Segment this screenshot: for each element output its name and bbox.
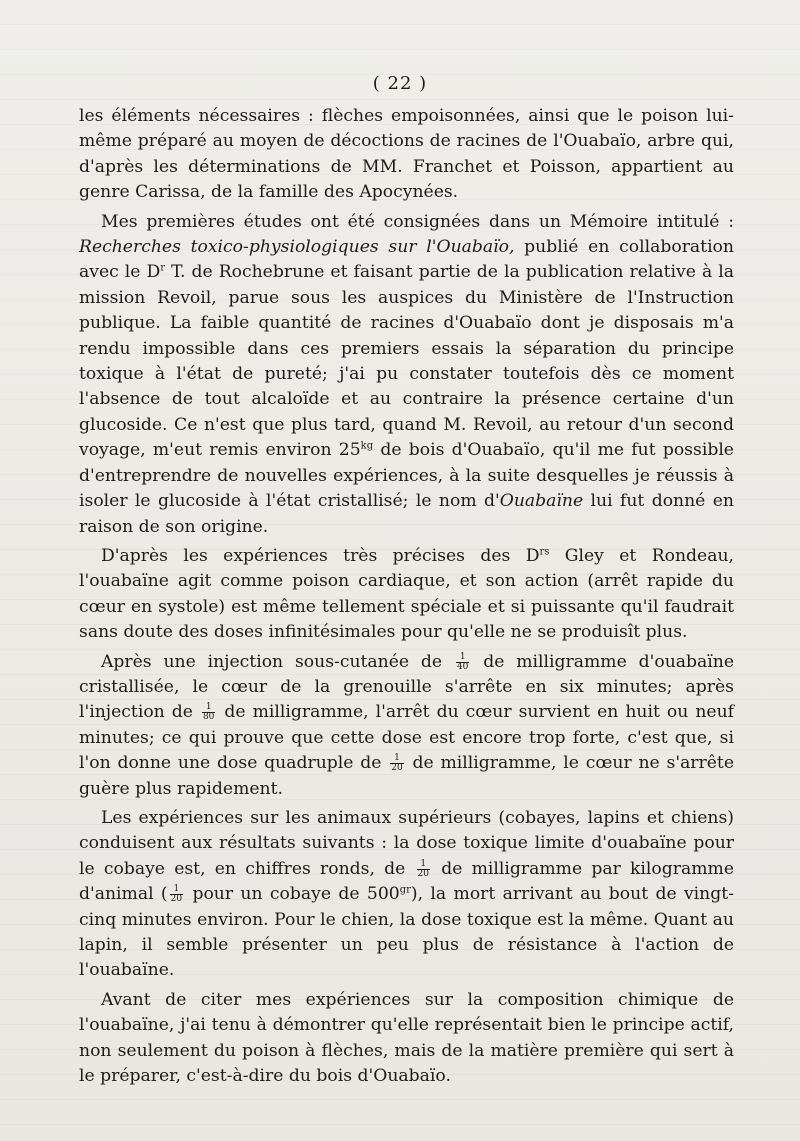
p2-sup-kg: kg (360, 440, 374, 452)
p4-text-a: Après une injection sous-cutanée de (101, 651, 454, 672)
fraction-numerator: 1 (417, 860, 430, 870)
fraction-denominator: 20 (417, 868, 429, 879)
paragraph-1-text: les éléments nécessaires : flèches empoisonnées, ainsi que le poison lui-même préparé au moyen de décoctions de racines de l'Ouabaïo, arbre qui, d'après les déterminations de MM. Franchet et Poisson, appartient au genre Carissa, de la famille des Apocynées. (79, 106, 734, 203)
p3-text-a: D'après les expériences très précises des D (101, 545, 540, 566)
p3-text-b: Gley et Rondeau, l'ouabaïne agit comme poison cardiaque, et son action (arrêt rapide du cœur en systole) est même tellement spéciale et si puissante qu'il faudrait sans doute des doses infinitésimales pour qu'elle ne se produisît plus. (79, 545, 735, 643)
fraction-numerator: 1 (456, 653, 469, 663)
p5-text-c: pour un cobaye de 500 (185, 884, 400, 905)
paragraph-5 (79, 806, 734, 984)
p2-text-e: lui fut donné en raison de son origine. (79, 491, 734, 537)
paragraph-1 (79, 104, 734, 206)
body-text (79, 104, 734, 1093)
fraction-numerator: 1 (390, 754, 403, 764)
fraction-one-twentieth (417, 860, 430, 879)
paragraph-4 (79, 650, 734, 802)
p4-text-b: de milligramme d'ouabaïne cristallisée, le cœur de la grenouille s'arrête en six minutes; après l'injection de (79, 651, 734, 723)
fraction-numerator: 1 (202, 703, 215, 713)
memoir-title: Recherches toxico-physiologiques sur l'Ouabaïo, (79, 237, 515, 258)
paragraph-6-text: Avant de citer mes expériences sur la composition chimique de l'ouabaïne, j'ai tenu à démontrer qu'elle représentait bien le principe actif, non seulement du poison à flèches, mais de la matière première qui sert à le préparer, c'est-à-dire du bois d'Ouabaïo. (79, 989, 734, 1087)
p5-sup-grams: gr (399, 884, 411, 896)
fraction-one-eightieth (202, 703, 215, 722)
fraction-one-twentieth (170, 885, 183, 904)
fraction-denominator: 20 (391, 763, 403, 774)
p2-text-d: de bois d'Ouabaïo, qu'il me fut possible d'entreprendre de nouvelles expériences, à la suite desquelles je réussis à isoler le glucoside à l'état cristallisé; le nom d' (79, 440, 734, 512)
fraction-denominator: 40 (456, 661, 469, 672)
fraction-denominator: 80 (202, 712, 215, 723)
p2-text-a: Mes premières études ont été consignées dans un Mémoire intitulé : (101, 211, 734, 232)
page-number: ( 22 ) (372, 73, 428, 94)
fraction-one-fortieth (456, 653, 469, 672)
p2-sup-doctor: r (160, 262, 166, 274)
p2-text-b: publié en collaboration avec le D (79, 237, 734, 283)
p4-text-c: de milligramme, l'arrêt du cœur survient en huit ou neuf minutes; ce qui prouve que cette dose est encore trop forte, c'est que, si l'on donne une dose quadruple de (79, 702, 734, 774)
p5-text-b: de milligramme par kilogramme d'animal ( (79, 858, 734, 905)
p2-text-c: T. de Rochebrune et faisant partie de la publication relative à la mission Revoil, parue sous les auspices du Ministère de l'Instruction publique. La faible quantité de racines d'Ouabaïo dont je disposais m'a rendu impossible dans ces premiers essais la séparation du principe toxique à l'état de pureté; j'ai pu constater toutefois dès ce moment l'absence de tout alcaloïde et au contraire la présence certaine d'un glucoside. Ce n'est que plus tard, quand M. Revoil, au retour d'un second voyage, m'eut remis environ 25 (79, 262, 734, 461)
p4-text-d: de milligramme, le cœur ne s'arrête guère plus rapidement. (79, 753, 734, 799)
paragraph-2 (79, 210, 734, 540)
paragraph-3 (79, 544, 734, 646)
ouabaine-name: Ouabaïne (499, 491, 584, 512)
fraction-denominator: 20 (170, 894, 183, 905)
p5-text-d: ), la mort arrivant au bout de vingt-cinq minutes environ. Pour le chien, la dose toxique est la même. Quant au lapin, il semble présenter un peu plus de résistance à l'action de l'ouabaïne. (79, 884, 734, 981)
paragraph-6 (79, 988, 734, 1090)
p3-sup-doctors: rs (539, 546, 550, 558)
p5-text-a: Les expériences sur les animaux supérieurs (cobayes, lapins et chiens) conduisent aux résultats suivants : la dose toxique limite d'ouabaïne pour le cobaye est, en chiffres ronds, de (79, 807, 734, 879)
fraction-numerator: 1 (170, 885, 183, 895)
fraction-one-twentieth (390, 754, 403, 773)
